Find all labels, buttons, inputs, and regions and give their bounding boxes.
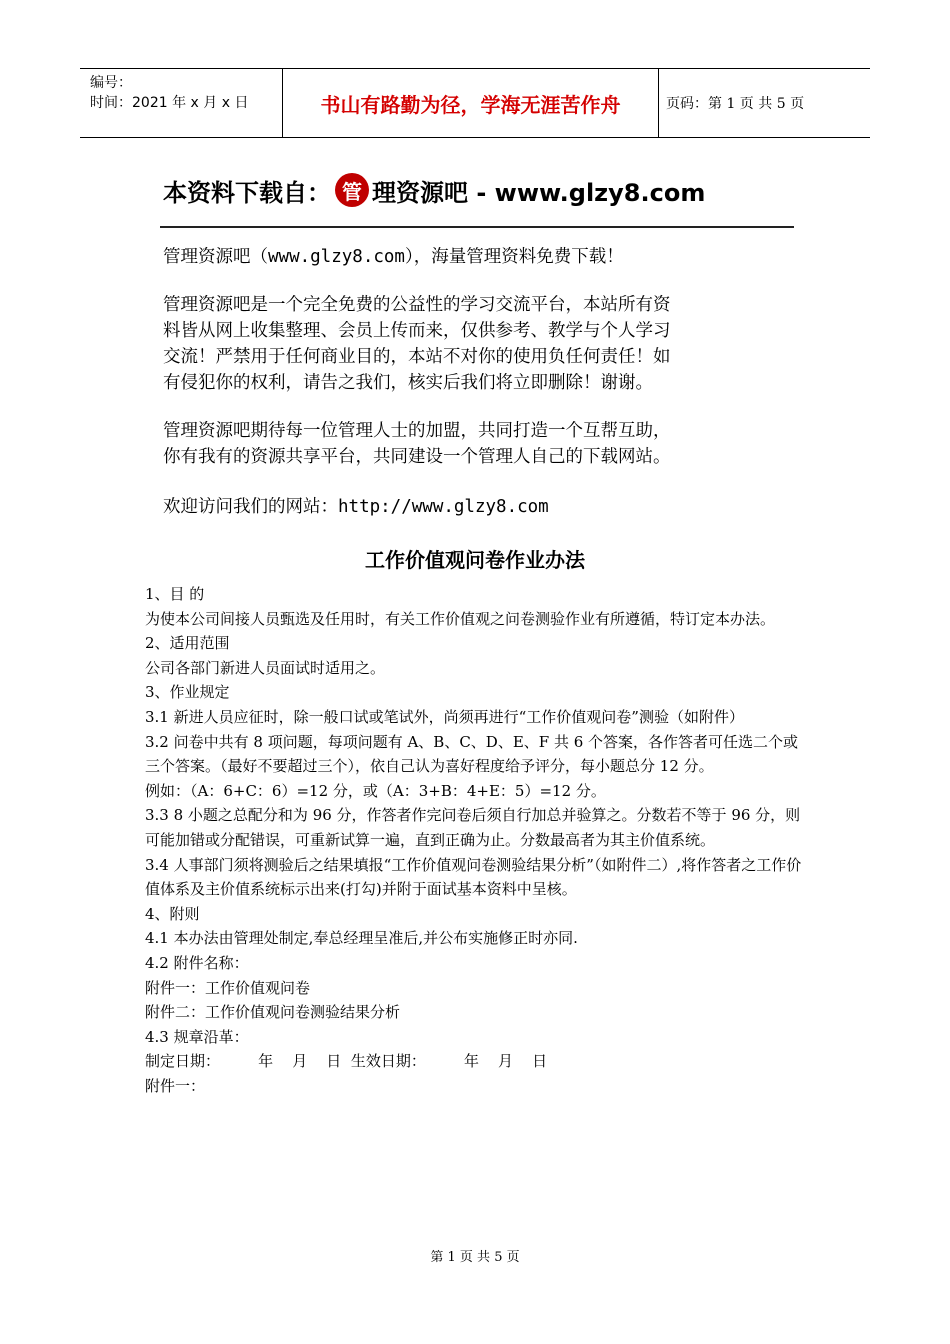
section-heading: 2、适用范围 xyxy=(145,634,230,653)
promo-para2-line: 料皆从网上收集整理、会员上传而来，仅供参考、教学与个人学习 xyxy=(163,321,671,341)
body-paragraph: 4.3 规章沿革： xyxy=(145,1027,249,1046)
body-paragraph: 4.1 本办法由管理处制定,奉总经理呈准后,并公布实施修正时亦同. xyxy=(145,929,578,948)
body-paragraph: 3.1 新进人员应征时，除一般口试或笔试外，尚须再进行“工作价值观问卷”测验（如附件） xyxy=(145,707,744,726)
body-paragraph: 附件一：工作价值观问卷 xyxy=(145,978,311,997)
header-table xyxy=(80,68,870,138)
section-heading: 4、附则 xyxy=(145,904,200,923)
banner-prefix: 本资料下载自： xyxy=(163,178,331,207)
banner-site-name: 理资源吧 - www.glzy8.com xyxy=(372,178,706,207)
promo-para3-line: 你有我有的资源共享平台，共同建设一个管理人自己的下载网站。 xyxy=(163,447,671,467)
number-label: 编号： xyxy=(90,75,132,91)
promo-para3 xyxy=(163,418,671,470)
promo-para2-line: 有侵犯你的权利，请告之我们，核实后我们将立即删除！谢谢。 xyxy=(163,373,653,393)
body-paragraph: 公司各部门新进人员面试时适用之。 xyxy=(145,658,386,677)
header-meta xyxy=(80,69,282,137)
promo-line1: 管理资源吧（www.glzy8.com），海量管理资料免费下载！ xyxy=(163,247,624,267)
promo-para2 xyxy=(163,292,671,396)
body-paragraph: 4.2 附件名称： xyxy=(145,953,249,972)
body-paragraph: 为使本公司间接人员甄选及任用时，有关工作价值观之问卷测验作业有所遵循，特订定本办法。 xyxy=(145,609,776,628)
document-body xyxy=(145,582,810,1098)
promo-para3-line: 管理资源吧期待每一位管理人士的加盟，共同打造一个互帮互助， xyxy=(163,421,671,441)
site-logo-icon: 管 xyxy=(335,173,369,207)
promo-para2-line: 管理资源吧是一个完全免费的公益性的学习交流平台，本站所有资 xyxy=(163,295,671,315)
section-heading: 1、目 的 xyxy=(145,585,205,603)
header-page-info: 页码：第 1 页 共 5 页 xyxy=(666,96,805,112)
body-paragraph: 3.3 8 小题之总配分和为 96 分，作答者作完问卷后须自行加总并验算之。分数若不等于 96 分，则可能加错或分配错误，可重新试算一遍，直到正确为止。分数最高者为其主价值系统。 xyxy=(145,806,801,849)
body-paragraph: 3.2 问卷中共有 8 项问题，每项问题有 A、B、C、D、E、F 共 6 个答案，各作答者可任选二个或三个答案。（最好不要超过三个），依自己认为喜好程度给予评分，每小题总分 12 分。 xyxy=(145,732,799,776)
body-paragraph: 制定日期： 年 月 日 生效日期： 年 月 日 xyxy=(145,1052,548,1071)
body-paragraph: 附件二：工作价值观问卷测验结果分析 xyxy=(145,1003,401,1022)
download-banner xyxy=(163,168,763,212)
body-paragraph: 3.4 人事部门须将测验后之结果填报“工作价值观问卷测验结果分析”（如附件二）,将作答者之工作价值体系及主价值系统标示出来(打勾)并附于面试基本资料中呈核。 xyxy=(145,855,802,899)
promo-para2-line: 交流！严禁用于任何商业目的，本站不对你的使用负任何责任！如 xyxy=(163,347,671,367)
promo-visit-link[interactable]: 欢迎访问我们的网站：http://www.glzy8.com xyxy=(163,497,549,517)
header-motto: 书山有路勤为径，学海无涯苦作舟 xyxy=(282,69,659,137)
body-paragraph: 附件一： xyxy=(145,1076,206,1095)
page-footer: 第 1 页 共 5 页 xyxy=(430,1250,520,1265)
section-heading: 3、作业规定 xyxy=(145,683,230,702)
time-label: 时间：2021 年 x 月 x 日 xyxy=(90,95,249,111)
document-title: 工作价值观问卷作业办法 xyxy=(365,548,585,572)
banner-divider xyxy=(160,226,794,228)
body-paragraph: 例如：（A：6+C：6）=12 分，或（A：3+B：4+E：5）=12 分。 xyxy=(145,781,606,800)
